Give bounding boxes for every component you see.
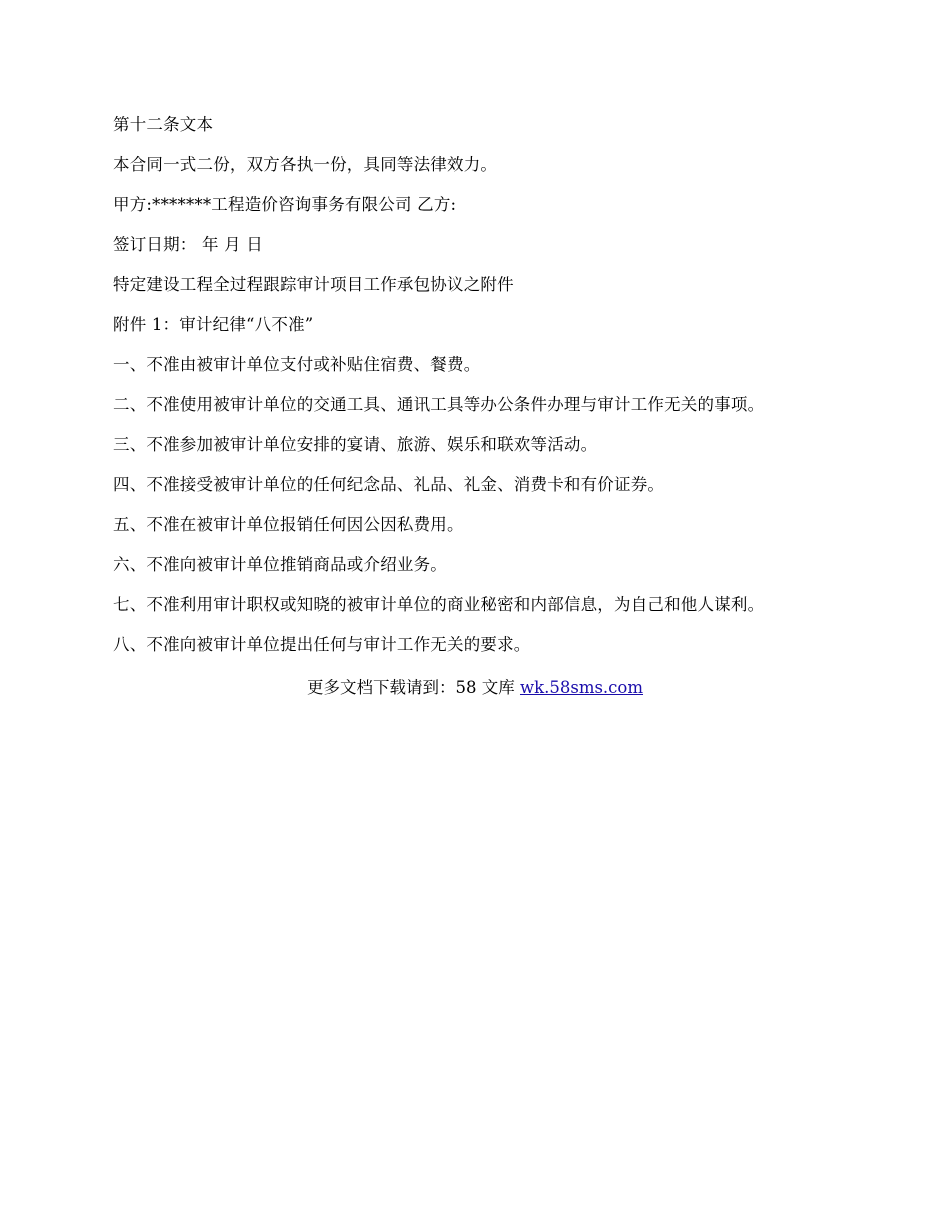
- rule-item: 七、不准利用审计职权或知晓的被审计单位的商业秘密和内部信息，为自己和他人谋利。: [113, 595, 765, 614]
- footer-prefix: 更多文档下载请到：58 文库: [306, 678, 520, 697]
- rule-item: 四、不准接受被审计单位的任何纪念品、礼品、礼金、消费卡和有价证券。: [113, 475, 665, 494]
- rule-item: 八、不准向被审计单位提出任何与审计工作无关的要求。: [113, 635, 531, 654]
- appendix-title: 特定建设工程全过程跟踪审计项目工作承包协议之附件: [113, 275, 514, 294]
- article-heading: 第十二条文本: [113, 115, 214, 134]
- parties-line: 甲方:*******工程造价咨询事务有限公司 乙方:: [113, 195, 457, 214]
- rule-item: 一、不准由被审计单位支付或补贴住宿费、餐费。: [113, 355, 481, 374]
- rule-item: 六、不准向被审计单位推销商品或介绍业务。: [113, 555, 447, 574]
- document-body: [113, 112, 853, 672]
- contract-copies-text: 本合同一式二份，双方各执一份，具同等法律效力。: [113, 155, 498, 174]
- footer-link[interactable]: wk.58sms.com: [519, 678, 643, 697]
- signing-date-line: 签订日期： 年 月 日: [113, 235, 263, 254]
- rule-item: 三、不准参加被审计单位安排的宴请、旅游、娱乐和联欢等活动。: [113, 435, 598, 454]
- rule-item: 二、不准使用被审计单位的交通工具、通讯工具等办公条件办理与审计工作无关的事项。: [113, 395, 765, 414]
- appendix-1-heading: 附件 1：审计纪律“八不准”: [113, 315, 314, 334]
- rule-item: 五、不准在被审计单位报销任何因公因私费用。: [113, 515, 464, 534]
- download-footer: [0, 675, 950, 701]
